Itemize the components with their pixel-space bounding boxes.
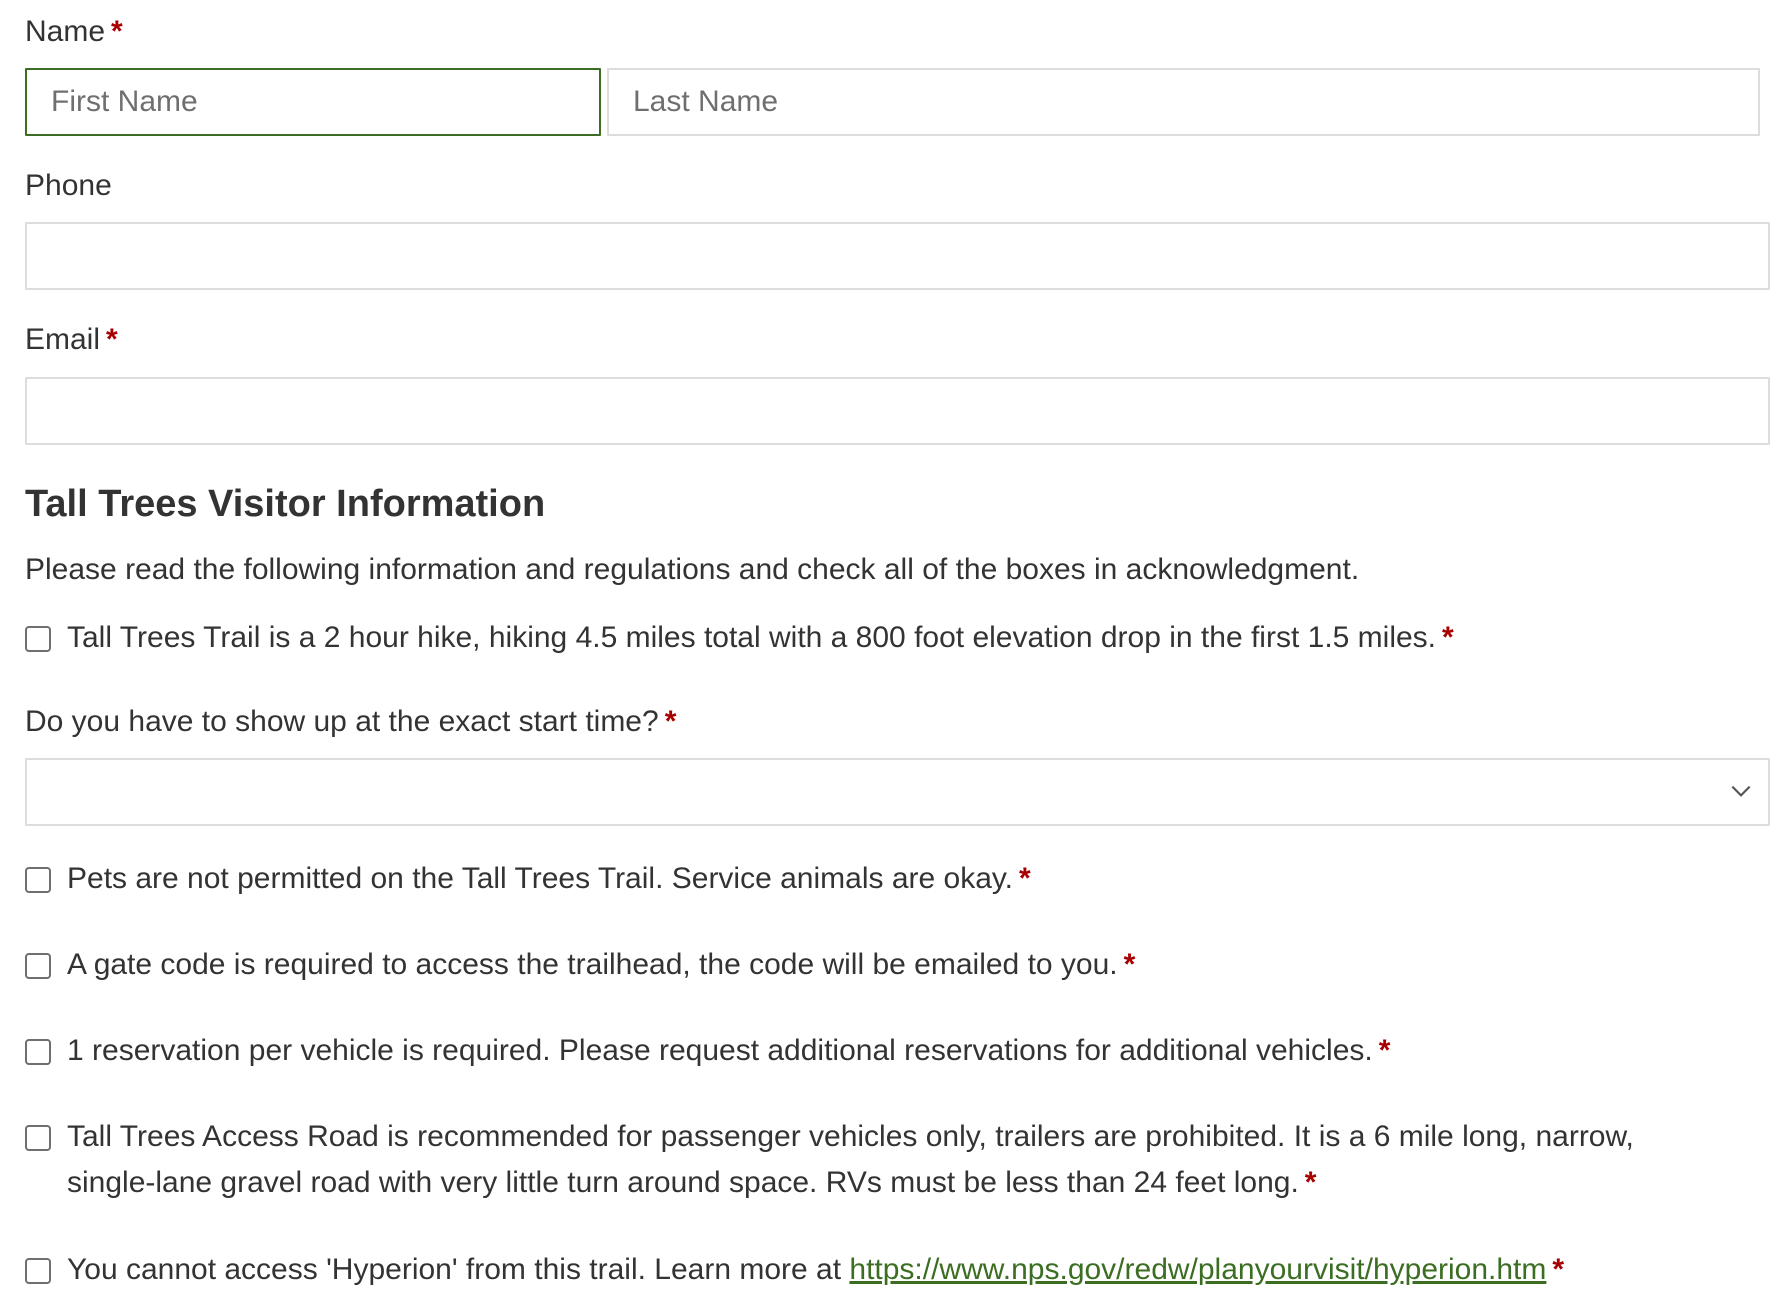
ack-pets-label: Pets are not permitted on the Tall Trees Trail. Service animals are okay. (67, 862, 1013, 895)
chevron-down-icon (1728, 778, 1754, 804)
start-time-required-mark: * (664, 705, 677, 738)
start-time-label-text: Do you have to show up at the exact start time? (25, 705, 659, 738)
start-time-label (25, 704, 676, 740)
ack-hyperion-required-mark: * (1552, 1253, 1565, 1286)
email-label-text: Email (25, 323, 101, 356)
email-input[interactable] (25, 377, 1770, 445)
ack-road-label: Tall Trees Access Road is recommended for passenger vehicles only, trailers are prohibited. It is a 6 mile long, narrow, single-lane gravel road with very little turn around space. RVs must be less than 24 feet long. (67, 1120, 1634, 1199)
ack-gate-checkbox[interactable] (25, 953, 51, 979)
start-time-select[interactable] (25, 758, 1770, 826)
ack-trail-required-mark: * (1442, 621, 1454, 654)
ack-road-checkbox[interactable] (25, 1125, 51, 1151)
ack-vehicle-text (67, 1028, 1667, 1074)
section-title: Tall Trees Visitor Information (25, 483, 546, 525)
ack-trail-label: Tall Trees Trail is a 2 hour hike, hiking 4.5 miles total with a 800 foot elevation drop in the first 1.5 miles. (67, 621, 1437, 654)
ack-vehicle-label: 1 reservation per vehicle is required. Please request additional reservations for additional vehicles. (67, 1034, 1373, 1067)
ack-gate-text (67, 942, 1667, 988)
phone-label (25, 168, 112, 204)
ack-hyperion-label: You cannot access 'Hyperion' from this trail. Learn more at (67, 1253, 850, 1286)
ack-pets-required-mark: * (1019, 862, 1031, 895)
ack-vehicle-required-mark: * (1378, 1034, 1391, 1067)
email-label (25, 322, 118, 358)
ack-hyperion-checkbox[interactable] (25, 1258, 51, 1284)
ack-pets-text (67, 856, 1667, 902)
first-name-input[interactable] (25, 68, 601, 136)
ack-pets-checkbox[interactable] (25, 867, 51, 893)
ack-gate-required-mark: * (1123, 948, 1136, 981)
ack-road-text (67, 1114, 1667, 1206)
ack-hyperion-text (67, 1247, 1667, 1293)
ack-gate-label: A gate code is required to access the trailhead, the code will be emailed to you. (67, 948, 1118, 981)
ack-trail-text (67, 615, 1667, 661)
last-name-input[interactable] (607, 68, 1760, 136)
phone-label-text: Phone (25, 169, 112, 202)
phone-input[interactable] (25, 222, 1770, 290)
ack-trail-checkbox[interactable] (25, 626, 51, 652)
section-intro: Please read the following information and regulations and check all of the boxes in acknowledgment. (25, 553, 1360, 586)
hyperion-link[interactable]: https://www.nps.gov/redw/planyourvisit/hyperion.htm (849, 1253, 1547, 1286)
name-label-text: Name (25, 15, 106, 48)
ack-vehicle-checkbox[interactable] (25, 1039, 51, 1065)
name-label (25, 14, 123, 50)
ack-road-required-mark: * (1304, 1166, 1317, 1199)
name-required-mark: * (111, 15, 123, 48)
email-required-mark: * (106, 323, 118, 356)
